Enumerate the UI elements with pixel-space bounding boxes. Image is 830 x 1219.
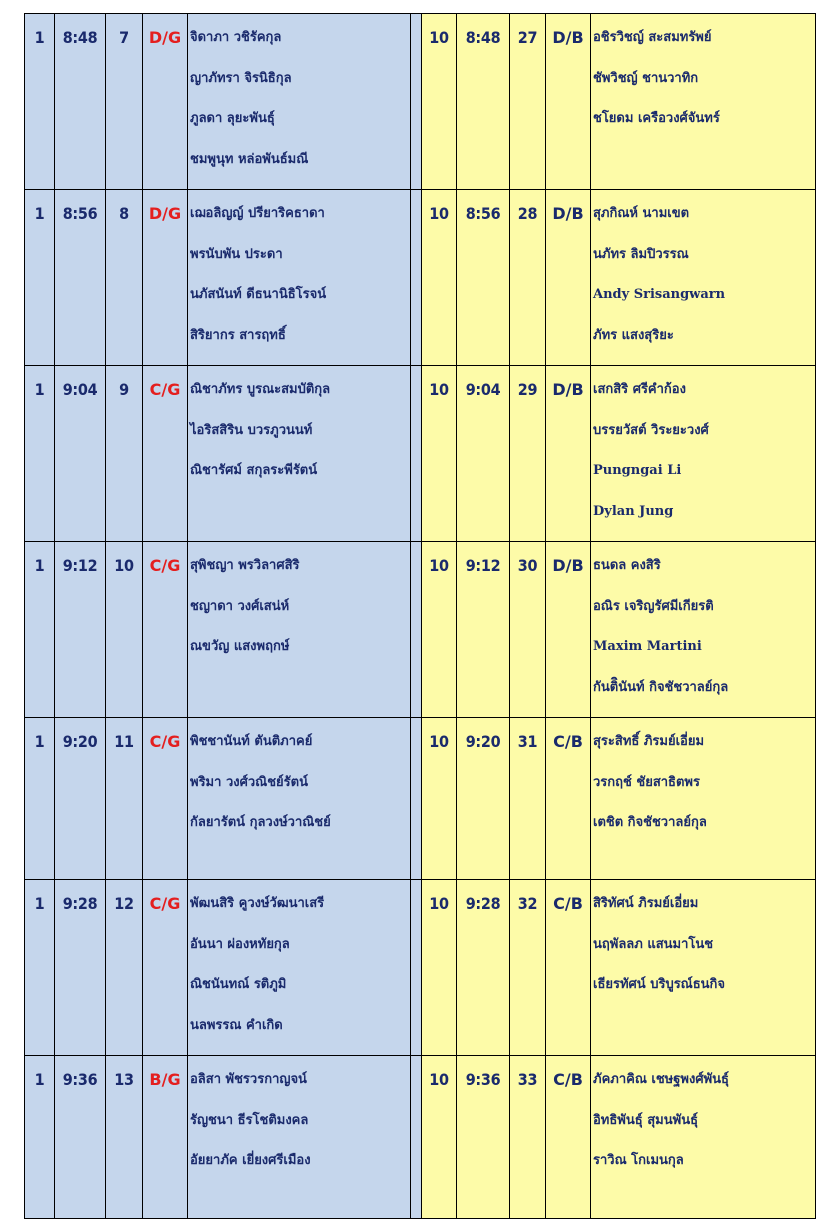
left-category-label: D/G (148, 28, 182, 47)
player-name: พรนับพัน ประดา (190, 246, 283, 262)
right-tee-time: 8:56 (465, 204, 501, 223)
left-hole-number: 1 (34, 1070, 45, 1089)
left-player-list (188, 14, 410, 189)
player-name: พิชชานันท์ ตันติภาคย์ (190, 734, 313, 749)
left-category-label: C/G (149, 556, 181, 575)
player-name: เสกสิริ ศรีคำก้อง (593, 382, 686, 397)
tee-time-table (24, 13, 816, 1219)
table-row (25, 14, 816, 190)
left-tee-time: 9:36 (62, 1070, 98, 1089)
player-name: ภัทร แสงสุริยะ (593, 327, 674, 343)
right-category-label: D/B (552, 380, 584, 399)
player-name: อชิรวิชญ์ สะสมทรัพย์ (593, 30, 712, 45)
right-player-list (591, 1056, 815, 1191)
left-tee-time: 8:48 (62, 28, 98, 47)
right-player-list (591, 14, 815, 149)
right-group-number: 31 (517, 732, 538, 751)
left-tee-time: 9:04 (62, 380, 98, 399)
player-name: กันติินันท์ กิจชัชวาลย์กุล (593, 679, 729, 695)
table-row (25, 718, 816, 880)
player-name: นภัสนันท์ ดีธนานิธิโรจน์ (190, 287, 327, 302)
player-name: อลิสา พัชรวรกาญจน์ (190, 1072, 307, 1087)
left-group-number: 9 (119, 380, 129, 399)
left-hole-number: 1 (34, 556, 45, 575)
left-category-label: C/G (149, 894, 181, 913)
right-group-number: 30 (517, 556, 538, 575)
left-tee-time: 9:28 (62, 894, 98, 913)
player-name: อันนา ผ่องหทัยกุล (190, 936, 290, 952)
column-divider (411, 1056, 422, 1219)
left-group-number: 8 (119, 204, 129, 223)
left-category-label: C/G (149, 732, 181, 751)
player-name: ภัคภาคิณ เชษฐพงศ์พันธุ์ (593, 1072, 729, 1087)
player-name: สิริยากร สารฤทธิ์ (190, 327, 286, 343)
right-group-number: 32 (517, 894, 538, 913)
left-tee-time: 9:12 (62, 556, 98, 575)
player-name: ณิชาภัทร บูรณะสมบัติกุล (190, 382, 331, 397)
column-divider (411, 880, 422, 1056)
player-name: ณขวัญ แสงพฤกษ์ (190, 639, 290, 654)
column-divider (411, 190, 422, 366)
table-row (25, 880, 816, 1056)
player-name: อณิร เจริญรัศมีเกียรติ (593, 598, 714, 614)
left-hole-number: 1 (34, 732, 45, 751)
column-divider (411, 718, 422, 880)
left-hole-number: 1 (34, 894, 45, 913)
player-name: สุพิชญา พรวิลาศสิริ (190, 558, 300, 573)
right-category-label: C/B (553, 1070, 583, 1089)
left-hole-number: 1 (34, 204, 45, 223)
table-row (25, 1056, 816, 1219)
player-name: นฤพัลลภ แสนมาโนช (593, 936, 714, 952)
left-player-list (188, 542, 410, 677)
left-category-label: B/G (149, 1070, 181, 1089)
player-name: ชมพูนุท หล่อพันธ์มณี (190, 151, 309, 167)
table-row (25, 542, 816, 718)
player-name: กัลยารัตน์ กุลวงษ์วาณิชย์ (190, 815, 331, 830)
player-name: Andy Srisangwarn (593, 287, 726, 302)
left-player-list (188, 366, 410, 501)
player-name: ภูลดา ลุยะพันธุ์ (190, 111, 275, 126)
right-tee-time: 9:04 (465, 380, 501, 399)
player-name: ชัพวิชญ์ ชานวาทิก (593, 70, 699, 86)
left-hole-number: 1 (34, 28, 45, 47)
right-hole-number: 10 (429, 380, 449, 399)
right-tee-time: 9:28 (465, 894, 501, 913)
left-group-number: 10 (114, 556, 134, 575)
player-name: นภัทร ลิมปิวรรณ (593, 246, 689, 262)
left-group-number: 13 (114, 1070, 134, 1089)
left-player-list (188, 880, 410, 1055)
player-name: เฌอลิญญ์ ปรียาริคธาดา (190, 206, 325, 221)
left-hole-number: 1 (34, 380, 45, 399)
right-hole-number: 10 (429, 1070, 449, 1089)
column-divider (411, 14, 422, 190)
left-category-label: C/G (149, 380, 181, 399)
left-group-number: 11 (114, 732, 134, 751)
right-category-label: C/B (553, 732, 583, 751)
player-name: ญาภัทรา จิรนิธิกุล (190, 70, 292, 86)
right-player-list (591, 366, 815, 541)
player-name: สุภกิณห์ นามเขต (593, 206, 690, 221)
player-name: เธียรทัศน์ บริบูรณ์ธนกิจ (593, 977, 726, 992)
right-category-label: C/B (553, 894, 583, 913)
right-category-label: D/B (552, 556, 584, 575)
right-group-number: 29 (517, 380, 538, 399)
column-divider (411, 542, 422, 718)
right-tee-time: 8:48 (465, 28, 501, 47)
player-name: สิริทัศน์ ภิรมย์เอี่ยม (593, 896, 699, 911)
right-group-number: 27 (517, 28, 538, 47)
player-name: อิทธิพันธุ์ สุมนพันธุ์ (593, 1112, 699, 1128)
player-name: ธนดล คงสิริ (593, 558, 661, 573)
player-name: รัญชนา ธีรโชติมงคล (190, 1112, 309, 1128)
left-player-list (188, 190, 410, 365)
right-player-list (591, 880, 815, 1015)
right-tee-time: 9:36 (465, 1070, 501, 1089)
left-group-number: 7 (119, 28, 129, 47)
left-tee-time: 8:56 (62, 204, 98, 223)
player-name: วรกฤช์ ชัยสาธิตพร (593, 774, 700, 790)
left-player-list (188, 1056, 410, 1191)
column-divider (411, 366, 422, 542)
player-name: Dylan Jung (593, 503, 674, 519)
right-hole-number: 10 (429, 204, 449, 223)
left-group-number: 12 (114, 894, 134, 913)
right-player-list (591, 190, 815, 365)
player-name: ณิชารัศม์ สกุลระพีรัตน์ (190, 463, 318, 478)
right-player-list (591, 718, 815, 853)
player-name: ชญาดา วงศ์เสน่ห์ (190, 598, 290, 614)
player-name: นลพรรณ คำเกิด (190, 1017, 283, 1033)
player-name: จิดาภา วชิรัคกุล (190, 30, 282, 45)
player-name: เตชิต กิจชัชวาลย์กุล (593, 815, 707, 830)
right-tee-time: 9:20 (465, 732, 501, 751)
left-tee-time: 9:20 (62, 732, 98, 751)
right-hole-number: 10 (429, 28, 449, 47)
right-tee-time: 9:12 (465, 556, 501, 575)
player-name: อัยยาภัค เยี่ยงศรีเมือง (190, 1153, 311, 1168)
table-row (25, 190, 816, 366)
left-category-label: D/G (148, 204, 182, 223)
player-name: พริมา วงศ์วณิชย์รัตน์ (190, 774, 308, 790)
right-category-label: D/B (552, 204, 584, 223)
table-row (25, 366, 816, 542)
right-hole-number: 10 (429, 556, 449, 575)
player-name: ไอริสสิริน บวรภูวนนท์ (190, 422, 313, 438)
right-category-label: D/B (552, 28, 584, 47)
player-name: Pungngai Li (593, 463, 682, 478)
right-group-number: 28 (517, 204, 538, 223)
player-name: พัฒนสิริ คูวงษ์วัฒนาเสรี (190, 896, 325, 911)
right-group-number: 33 (517, 1070, 538, 1089)
player-name: สุระสิทธิ์ ภิรมย์เอี่ยม (593, 734, 705, 749)
player-name: ชโยดม เครือวงศ์จันทร์ (593, 111, 720, 126)
player-name: ราวิณ โกเมนกุล (593, 1153, 684, 1168)
player-name: ณิชนันทณ์ รติภูมิ (190, 977, 287, 992)
right-hole-number: 10 (429, 894, 449, 913)
left-player-list (188, 718, 410, 853)
right-hole-number: 10 (429, 732, 449, 751)
player-name: Maxim Martini (593, 639, 702, 654)
player-name: บรรยวัสต์ วิระยะวงศ์ (593, 422, 709, 438)
right-player-list (591, 542, 815, 717)
